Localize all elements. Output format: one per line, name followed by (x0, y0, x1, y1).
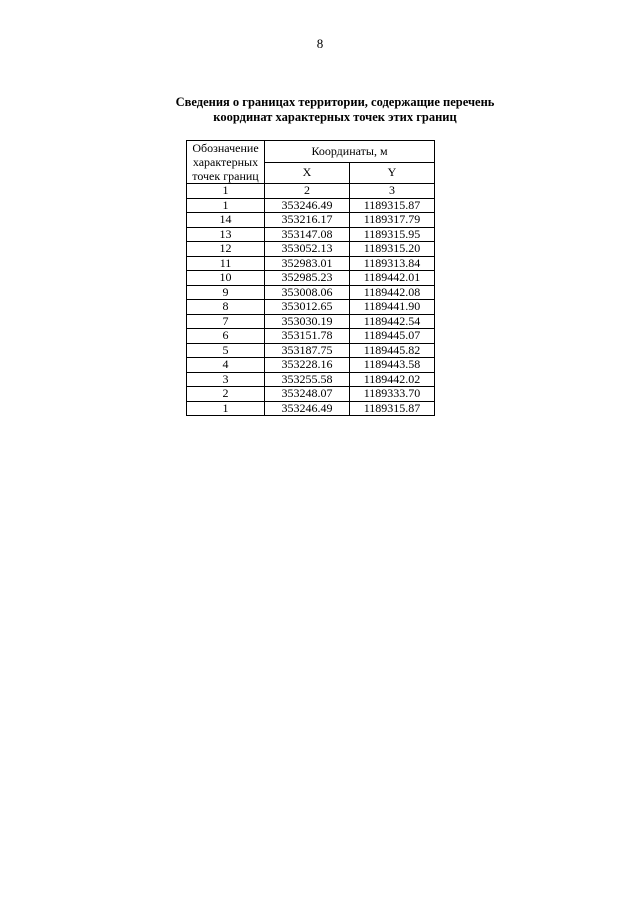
coordinates-table (186, 140, 435, 416)
x-coordinate-cell: 353255.58 (265, 372, 350, 387)
table-row (187, 198, 435, 213)
document-title-line-2: координат характерных точек этих границ (213, 110, 457, 124)
page-number: 8 (316, 36, 324, 51)
table-row (187, 372, 435, 387)
y-coordinate-cell: 1189442.54 (350, 314, 435, 329)
y-coordinate-cell: 1189333.70 (350, 387, 435, 402)
y-coordinate-cell: 1189315.87 (350, 198, 435, 213)
table-row (187, 343, 435, 358)
y-coordinate-cell: 1189315.87 (350, 401, 435, 416)
y-coordinate-cell: 1189442.01 (350, 271, 435, 286)
document-title (140, 95, 530, 125)
point-designation-cell: 4 (187, 358, 265, 373)
x-coordinate-cell: 353187.75 (265, 343, 350, 358)
x-coordinate-cell: 353030.19 (265, 314, 350, 329)
y-header: Y (350, 162, 435, 184)
point-designation-cell: 14 (187, 213, 265, 228)
point-designation-cell: 5 (187, 343, 265, 358)
point-designation-cell: 3 (187, 372, 265, 387)
x-header: X (265, 162, 350, 184)
x-coordinate-cell: 353248.07 (265, 387, 350, 402)
x-coordinate-cell: 353012.65 (265, 300, 350, 315)
table-row (187, 314, 435, 329)
column-number-2: 2 (265, 184, 350, 199)
column-number-row (187, 184, 435, 199)
point-designation-header (187, 141, 265, 184)
point-designation-cell: 1 (187, 401, 265, 416)
point-designation-cell: 12 (187, 242, 265, 257)
table-header-row (187, 141, 435, 163)
table-row (187, 227, 435, 242)
y-coordinate-cell: 1189443.58 (350, 358, 435, 373)
table-row (187, 387, 435, 402)
y-coordinate-cell: 1189445.82 (350, 343, 435, 358)
x-coordinate-cell: 353008.06 (265, 285, 350, 300)
y-coordinate-cell: 1189313.84 (350, 256, 435, 271)
table-row (187, 358, 435, 373)
table-row (187, 271, 435, 286)
x-coordinate-cell: 353052.13 (265, 242, 350, 257)
x-coordinate-cell: 353151.78 (265, 329, 350, 344)
x-coordinate-cell: 353246.49 (265, 198, 350, 213)
column-number-1: 1 (187, 184, 265, 199)
y-coordinate-cell: 1189445.07 (350, 329, 435, 344)
table-row (187, 256, 435, 271)
table-row (187, 329, 435, 344)
x-coordinate-cell: 353228.16 (265, 358, 350, 373)
y-coordinate-cell: 1189317.79 (350, 213, 435, 228)
point-designation-cell: 10 (187, 271, 265, 286)
coordinates-table-body (187, 198, 435, 416)
x-coordinate-cell: 352985.23 (265, 271, 350, 286)
point-designation-cell: 7 (187, 314, 265, 329)
table-row (187, 401, 435, 416)
point-designation-cell: 2 (187, 387, 265, 402)
x-coordinate-cell: 353147.08 (265, 227, 350, 242)
table-row (187, 213, 435, 228)
x-coordinate-cell: 353216.17 (265, 213, 350, 228)
y-coordinate-cell: 1189315.20 (350, 242, 435, 257)
table-row (187, 285, 435, 300)
point-designation-cell: 11 (187, 256, 265, 271)
coordinates-header: Координаты, м (265, 141, 435, 163)
x-coordinate-cell: 352983.01 (265, 256, 350, 271)
y-coordinate-cell: 1189442.02 (350, 372, 435, 387)
y-coordinate-cell: 1189441.90 (350, 300, 435, 315)
point-designation-header-line-3: точек границ (192, 169, 259, 183)
point-designation-cell: 6 (187, 329, 265, 344)
column-number-3: 3 (350, 184, 435, 199)
y-coordinate-cell: 1189315.95 (350, 227, 435, 242)
point-designation-header-line-2: характерных (192, 155, 259, 169)
point-designation-cell: 9 (187, 285, 265, 300)
table-row (187, 300, 435, 315)
table-row (187, 242, 435, 257)
x-coordinate-cell: 353246.49 (265, 401, 350, 416)
point-designation-cell: 1 (187, 198, 265, 213)
y-coordinate-cell: 1189442.08 (350, 285, 435, 300)
document-title-line-1: Сведения о границах территории, содержащие перечень (175, 95, 495, 109)
point-designation-cell: 13 (187, 227, 265, 242)
point-designation-header-line-1: Обозначение (192, 141, 259, 155)
point-designation-cell: 8 (187, 300, 265, 315)
